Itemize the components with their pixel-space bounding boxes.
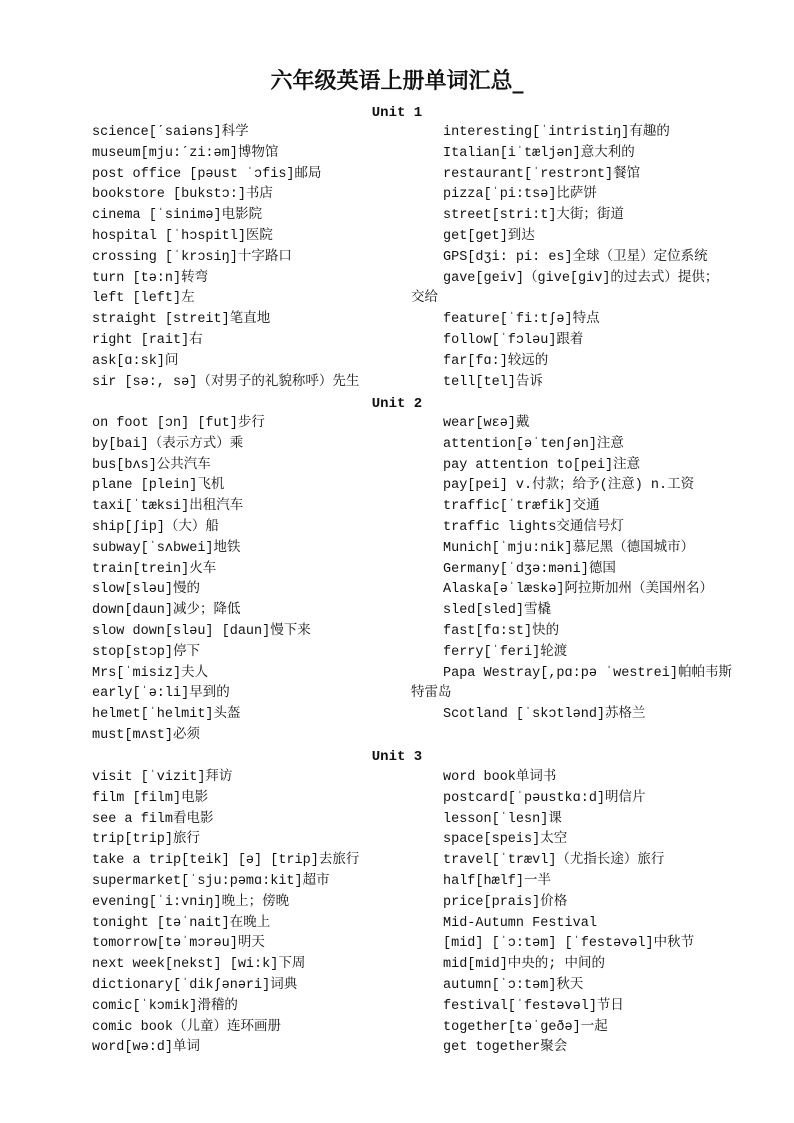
word-entry: must[mʌst]必须 [92,727,201,743]
word-entry: word[wə:d]单词 [92,1040,201,1056]
word-entry: feature[ˈfi:tʃə]特点 [443,312,600,328]
word-entry: attention[əˈtenʃən]注意 [443,436,624,452]
word-entry: comic[ˈkɔmik]滑稽的 [92,998,238,1014]
word-entry: street[stri:t]大街；街道 [443,208,624,224]
word-entry: post office [pəust ˈɔfis]邮局 [92,166,322,182]
word-entry: mid[mid]中央的; 中间的 [443,957,606,973]
word-entry: festival[ˈfestəvəl]节日 [443,998,624,1014]
word-entry: hospital [ˈhɔspitl]医院 [92,228,273,244]
word-entry: ask[ɑ:sk]问 [92,353,179,369]
word-entry: dictionary[ˈdikʃənəri]词典 [92,977,298,993]
word-entry: get together聚会 [443,1040,568,1056]
word-entry: early[ˈə:li]早到的 [92,686,230,702]
word-entry: together[təˈɡeðə]一起 [443,1019,608,1035]
word-entry: cinema [ˈsinimə]电影院 [92,208,263,224]
word-entry: subway[ˈsʌbwei]地铁 [92,540,241,556]
word-entry: travel[ˈtrævl]（尤指长途）旅行 [443,853,665,869]
word-entry: pizza[ˈpi:tsə]比萨饼 [443,187,597,203]
word-entry: next week[nekst] [wi:k]下周 [92,957,306,973]
word-entry: slow down[sləu] [daun]慢下来 [92,623,311,639]
word-entry: bus[bʌs]公共汽车 [92,457,211,473]
unit-3-right-word-list [411,768,756,1059]
word-entry: stop[stɔp]停下 [92,644,201,660]
word-entry: sled[sled]雪橇 [443,603,552,619]
word-entry: museum[mju:ˊzi:əm]博物馆 [92,145,279,161]
word-entry: Mid-Autumn Festival [443,915,597,931]
word-entry: train[trein]火车 [92,561,217,577]
word-entry: pay[pei] v.付款；给予(注意) n.工资 [443,478,695,494]
word-entry: bookstore [bukstɔ:]书店 [92,187,273,203]
word-entry: Papa Westray[,pɑ:pə ˈwestrei]帕帕韦斯 [443,665,732,681]
word-entry: on foot [ɔn] [fut]步行 [92,416,265,431]
word-entry: restaurant[ˈrestrɔnt]餐馆 [443,166,641,182]
page-title: 六年级英语上册单词汇总_ [270,68,524,94]
word-entry: postcard[ˈpəustkɑ:d]明信片 [443,790,646,806]
word-entry: visit [ˈvizit]拜访 [92,770,233,785]
word-entry: GPS[dʒi: pi: es]全球（卫星）定位系统 [443,249,708,265]
word-entry: [mid] [ˈɔ:təm] [ˈfestəvəl]中秋节 [443,936,695,952]
word-entry: evening[ˈi:vniŋ]晚上；傍晚 [92,894,290,910]
word-entry: crossing [ˈkrɔsiŋ]十字路口 [92,249,292,265]
word-entry: science[ˊsaiəns]科学 [92,125,249,140]
word-entry: ship[ʃip]（大）船 [92,519,219,535]
word-entry: autumn[ˈɔ:təm]秋天 [443,977,584,993]
unit-2-left-word-list [92,414,422,747]
word-entry: Munich[ˈmju:nik]慕尼黑（德国城市） [443,540,695,556]
word-entry: get[ɡet]到达 [443,228,535,244]
word-entry: tonight [təˈnait]在晚上 [92,915,271,931]
unit-2-heading: Unit 2 [371,396,423,412]
word-entry-continuation: 交给 [411,291,438,307]
word-entry: interesting[ˈintristiŋ]有趣的 [443,125,670,140]
word-entry: half[hælf]一半 [443,873,552,889]
word-entry: Alaska[əˈlæskə]阿拉斯加州（美国州名） [443,582,714,598]
word-entry: by[bai]（表示方式）乘 [92,436,244,452]
word-entry: film [film]电影 [92,790,209,806]
word-entry: supermarket[ˈsju:pəmɑ:kit]超市 [92,873,330,889]
word-entry: traffic[ˈtræfik]交通 [443,499,600,515]
word-entry: turn [tə:n]转弯 [92,270,209,286]
word-entry: tomorrow[təˈmɔrəu]明天 [92,936,265,952]
word-entry: right [rait]右 [92,332,203,348]
word-entry: see a film看电影 [92,811,214,827]
unit-2-right-word-list [411,414,756,726]
unit-1-left-word-list [92,123,422,393]
unit-3-heading: Unit 3 [371,749,423,765]
word-entry: comic book（儿童）连环画册 [92,1019,282,1035]
word-entry: fast[fɑ:st]快的 [443,623,560,639]
word-entry: left [left]左 [92,291,195,307]
word-entry: wear[wεə]戴 [443,416,530,431]
word-entry: pay attention to[pei]注意 [443,457,641,473]
word-entry: plane [plein]飞机 [92,478,225,494]
word-entry: Germany[ˈdʒə:məni]德国 [443,561,616,577]
word-entry: taxi[ˈtæksi]出租汽车 [92,499,244,515]
word-entry: Scotland [ˈskɔtlənd]苏格兰 [443,707,646,723]
word-entry: Mrs[ˈmisiz]夫人 [92,665,209,681]
word-entry: straight [streit]笔直地 [92,312,271,328]
word-entry: ferry[ˈferi]轮渡 [443,644,568,660]
word-entry: slow[sləu]慢的 [92,582,201,598]
word-entry: helmet[ˈhelmit]头盔 [92,707,241,723]
word-entry: far[fɑ:]较远的 [443,353,549,369]
word-entry: trip[trip]旅行 [92,832,201,848]
word-entry: word book单词书 [443,770,557,785]
word-entry: traffic lights交通信号灯 [443,519,624,535]
word-entry: price[prais]价格 [443,894,568,910]
word-entry: sir [sə:, sə]（对男子的礼貌称呼）先生 [92,374,360,390]
word-entry: down[daun]减少；降低 [92,603,241,619]
word-entry: space[speis]太空 [443,832,568,848]
word-entry: follow[ˈfɔləu]跟着 [443,332,584,348]
word-entry: tell[tel]告诉 [443,374,543,390]
word-entry: gave[ɡeiv]（give[ɡiv]的过去式）提供； [443,270,719,286]
unit-1-heading: Unit 1 [371,105,423,121]
unit-3-left-word-list [92,768,422,1059]
word-entry: Italian[iˈtæljən]意大利的 [443,145,635,161]
word-entry: lesson[ˈlesn]课 [443,811,562,827]
unit-1-right-word-list [411,123,756,393]
word-entry: take a trip[teik] [ə] [trip]去旅行 [92,853,360,869]
word-entry-continuation: 特雷岛 [411,686,452,702]
